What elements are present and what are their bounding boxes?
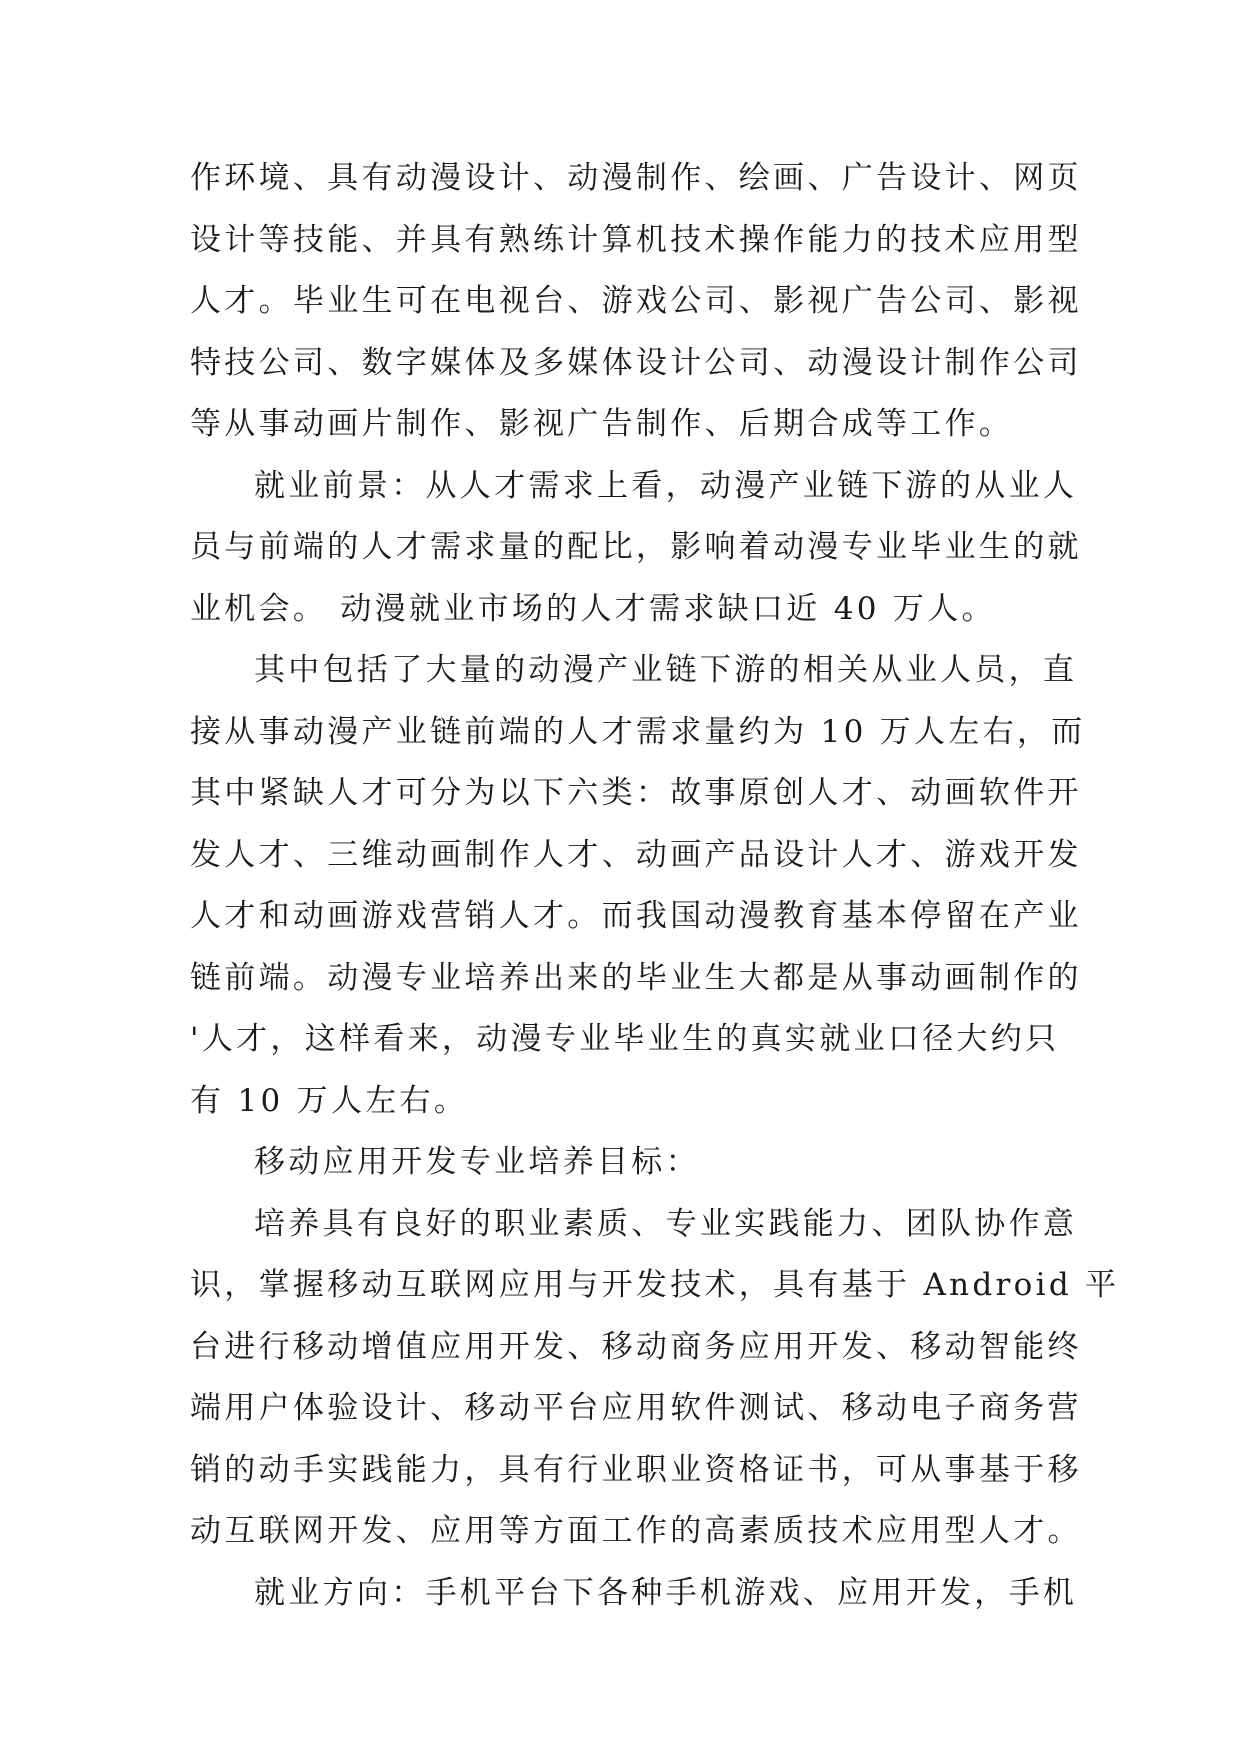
text-line: 员与前端的人才需求量的配比，影响着动漫专业毕业生的就 (190, 529, 1082, 565)
text-line: 发人才、三维动画制作人才、动画产品设计人才、游戏开发 (190, 836, 1082, 873)
text-line: 业机会。 动漫就业市场的人才需求缺口近 40 万人。 (190, 590, 996, 627)
text-line: 等从事动画片制作、影视广告制作、后期合成等工作。 (190, 406, 1014, 442)
paragraph-start-line: 培养具有良好的职业素质、专业实践能力、团队协作意 (254, 1205, 1078, 1242)
section-heading: 移动应用开发专业培养目标： (254, 1144, 700, 1180)
text-line: 人才。毕业生可在电视台、游戏公司、影视广告公司、影视 (190, 283, 1082, 319)
text-line: 有 10 万人左右。 (190, 1082, 469, 1119)
text-line: 设计等技能、并具有熟练计算机技术操作能力的技术应用型 (190, 221, 1082, 258)
text-line: 销的动手实践能力，具有行业职业资格证书，可从事基于移 (190, 1451, 1082, 1488)
text-line: 接从事动漫产业链前端的人才需求量约为 10 万人左右，而 (190, 713, 1086, 750)
text-line: 台进行移动增值应用开发、移动商务应用开发、移动智能终 (190, 1328, 1082, 1365)
text-line: 人才和动画游戏营销人才。而我国动漫教育基本停留在产业 (190, 898, 1082, 934)
text-line: 作环境、具有动漫设计、动漫制作、绘画、广告设计、网页 (190, 160, 1082, 196)
text-line: 识，掌握移动互联网应用与开发技术，具有基于 Android 平 (190, 1267, 1120, 1303)
text-line: 动互联网开发、应用等方面工作的高素质技术应用型人才。 (190, 1513, 1082, 1549)
text-line: 特技公司、数字媒体及多媒体设计公司、动漫设计制作公司 (190, 344, 1082, 381)
paragraph-start-line: 就业前景：从人才需求上看，动漫产业链下游的从业人 (254, 467, 1078, 504)
paragraph-start-line: 其中包括了大量的动漫产业链下游的相关从业人员，直 (254, 652, 1078, 688)
text-line: 链前端。动漫专业培养出来的毕业生大都是从事动画制作的 (190, 959, 1082, 996)
text-line: 端用户体验设计、移动平台应用软件测试、移动电子商务营 (190, 1390, 1082, 1426)
body-text (190, 158, 1120, 1634)
text-line: '人才，这样看来，动漫专业毕业生的真实就业口径大约只 (190, 1021, 1060, 1057)
paragraph-start-line: 就业方向：手机平台下各种手机游戏、应用开发，手机 (254, 1574, 1078, 1611)
text-line: 其中紧缺人才可分为以下六类：故事原创人才、动画软件开 (190, 775, 1082, 811)
